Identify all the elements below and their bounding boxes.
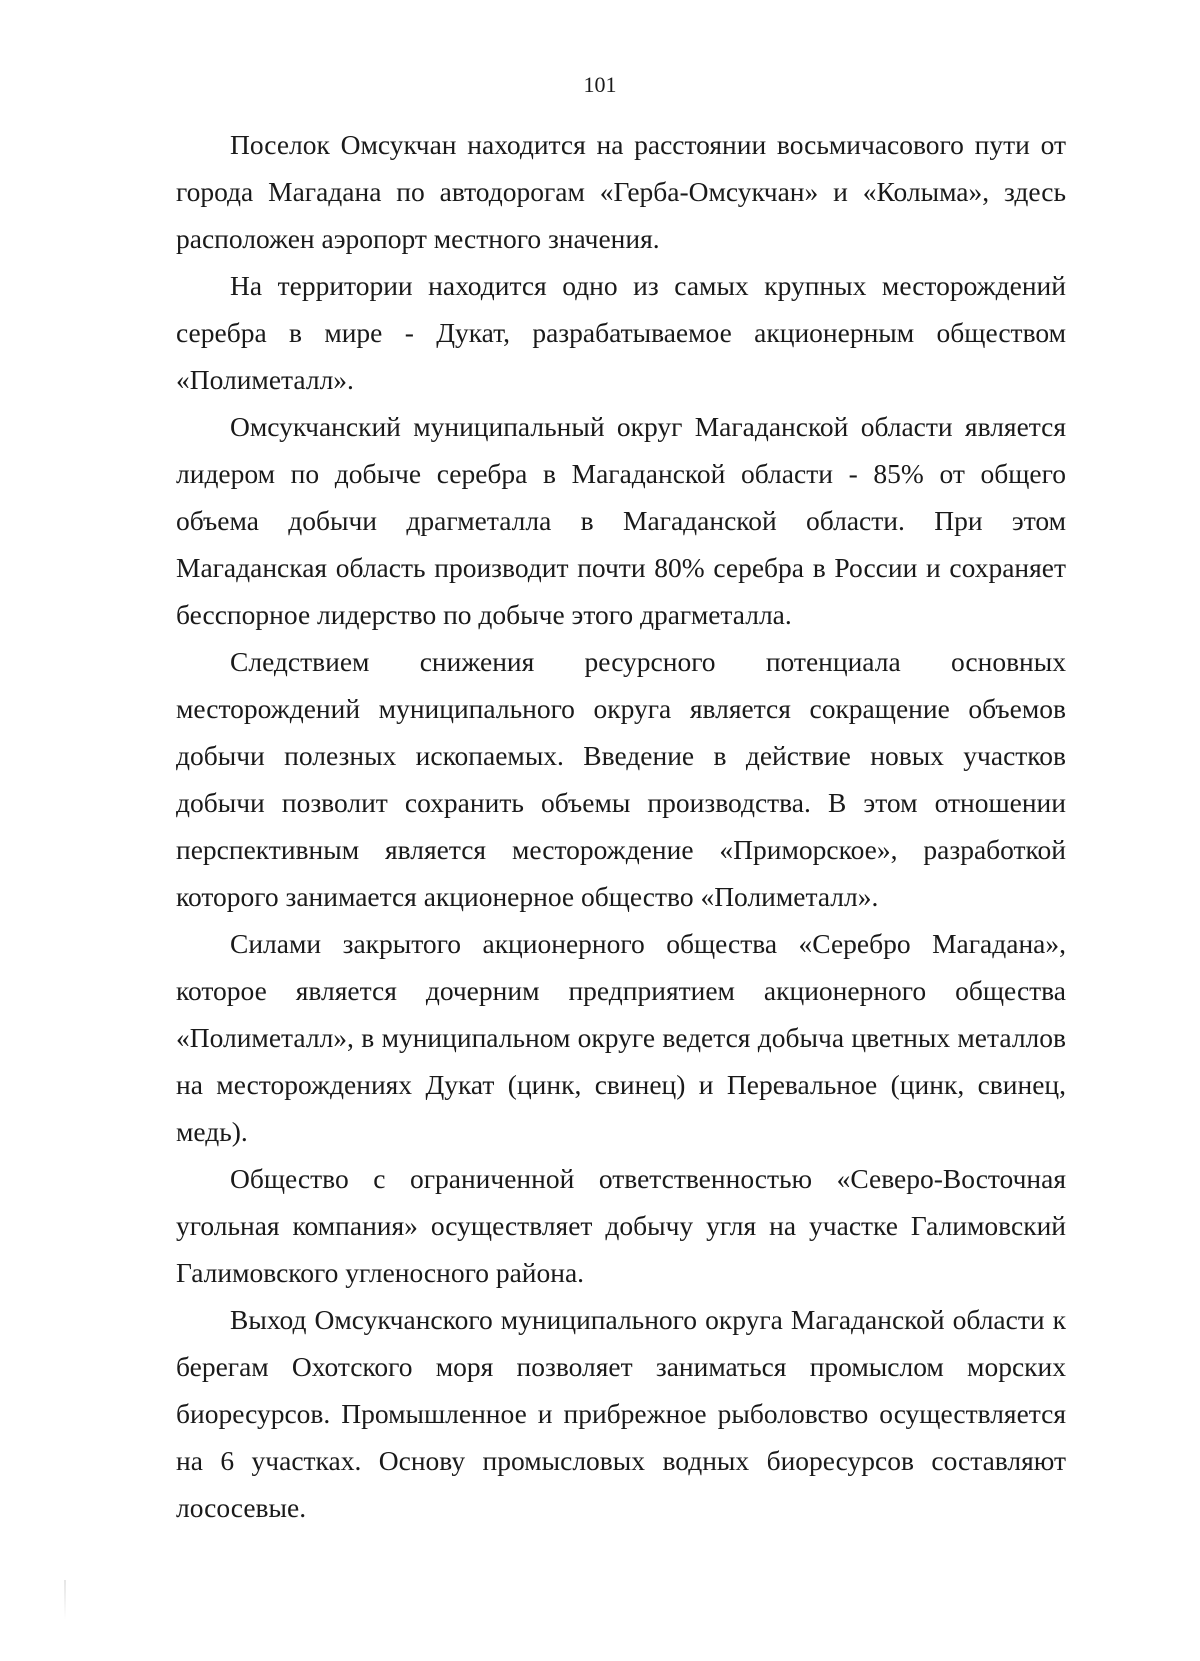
- page-number: 101: [583, 72, 617, 97]
- document-body: [176, 121, 1066, 1531]
- paragraph-fishing: Выход Омсукчанского муниципального округа Магаданской области к берегам Охотского моря позволяет заниматься промыслом морских биоресурсов. Промышленное и прибрежное рыболовство осуществляется на 6 участках. Основу промысловых водных биоресурсов составляют лососевые.: [176, 1304, 1066, 1523]
- paragraph-coal-company: Общество с ограниченной ответственностью «Северо-Восточная угольная компания» осуществляет добычу угля на участке Галимовский Галимовского угленосного района.: [176, 1163, 1066, 1288]
- paragraph-serebro-magadana: Силами закрытого акционерного общества «Серебро Магадана», которое является дочерним предприятием акционерного общества «Полиметалл», в муниципальном округе ведется добыча цветных металлов на месторождениях Дукат (цинк, свинец) и Перевальное (цинк, свинец, медь).: [176, 928, 1066, 1147]
- paragraph-dukat-deposit: На территории находится одно из самых крупных месторождений серебра в мире - Дукат, разрабатываемое акционерным обществом «Полиметалл».: [176, 270, 1066, 395]
- paragraph-omsukchan-location: Поселок Омсукчан находится на расстоянии восьмичасового пути от города Магадана по автодорогам «Герба-Омсукчан» и «Колыма», здесь расположен аэропорт местного значения.: [176, 129, 1066, 254]
- scan-artifact: [64, 1580, 66, 1620]
- paragraph-silver-leadership: Омсукчанский муниципальный округ Магаданской области является лидером по добыче серебра в Магаданской области - 85% от общего объема добычи драгметалла в Магаданской области. При этом Магаданская область производит почти 80% серебра в России и сохраняет бесспорное лидерство по добыче этого драгметалла.: [176, 411, 1066, 630]
- paragraph-resource-potential: Следствием снижения ресурсного потенциала основных месторождений муниципального округа является сокращение объемов добычи полезных ископаемых. Введение в действие новых участков добычи позволит сохранить объемы производства. В этом отношении перспективным является месторождение «Приморское», разработкой которого занимается акционерное общество «Полиметалл».: [176, 646, 1066, 912]
